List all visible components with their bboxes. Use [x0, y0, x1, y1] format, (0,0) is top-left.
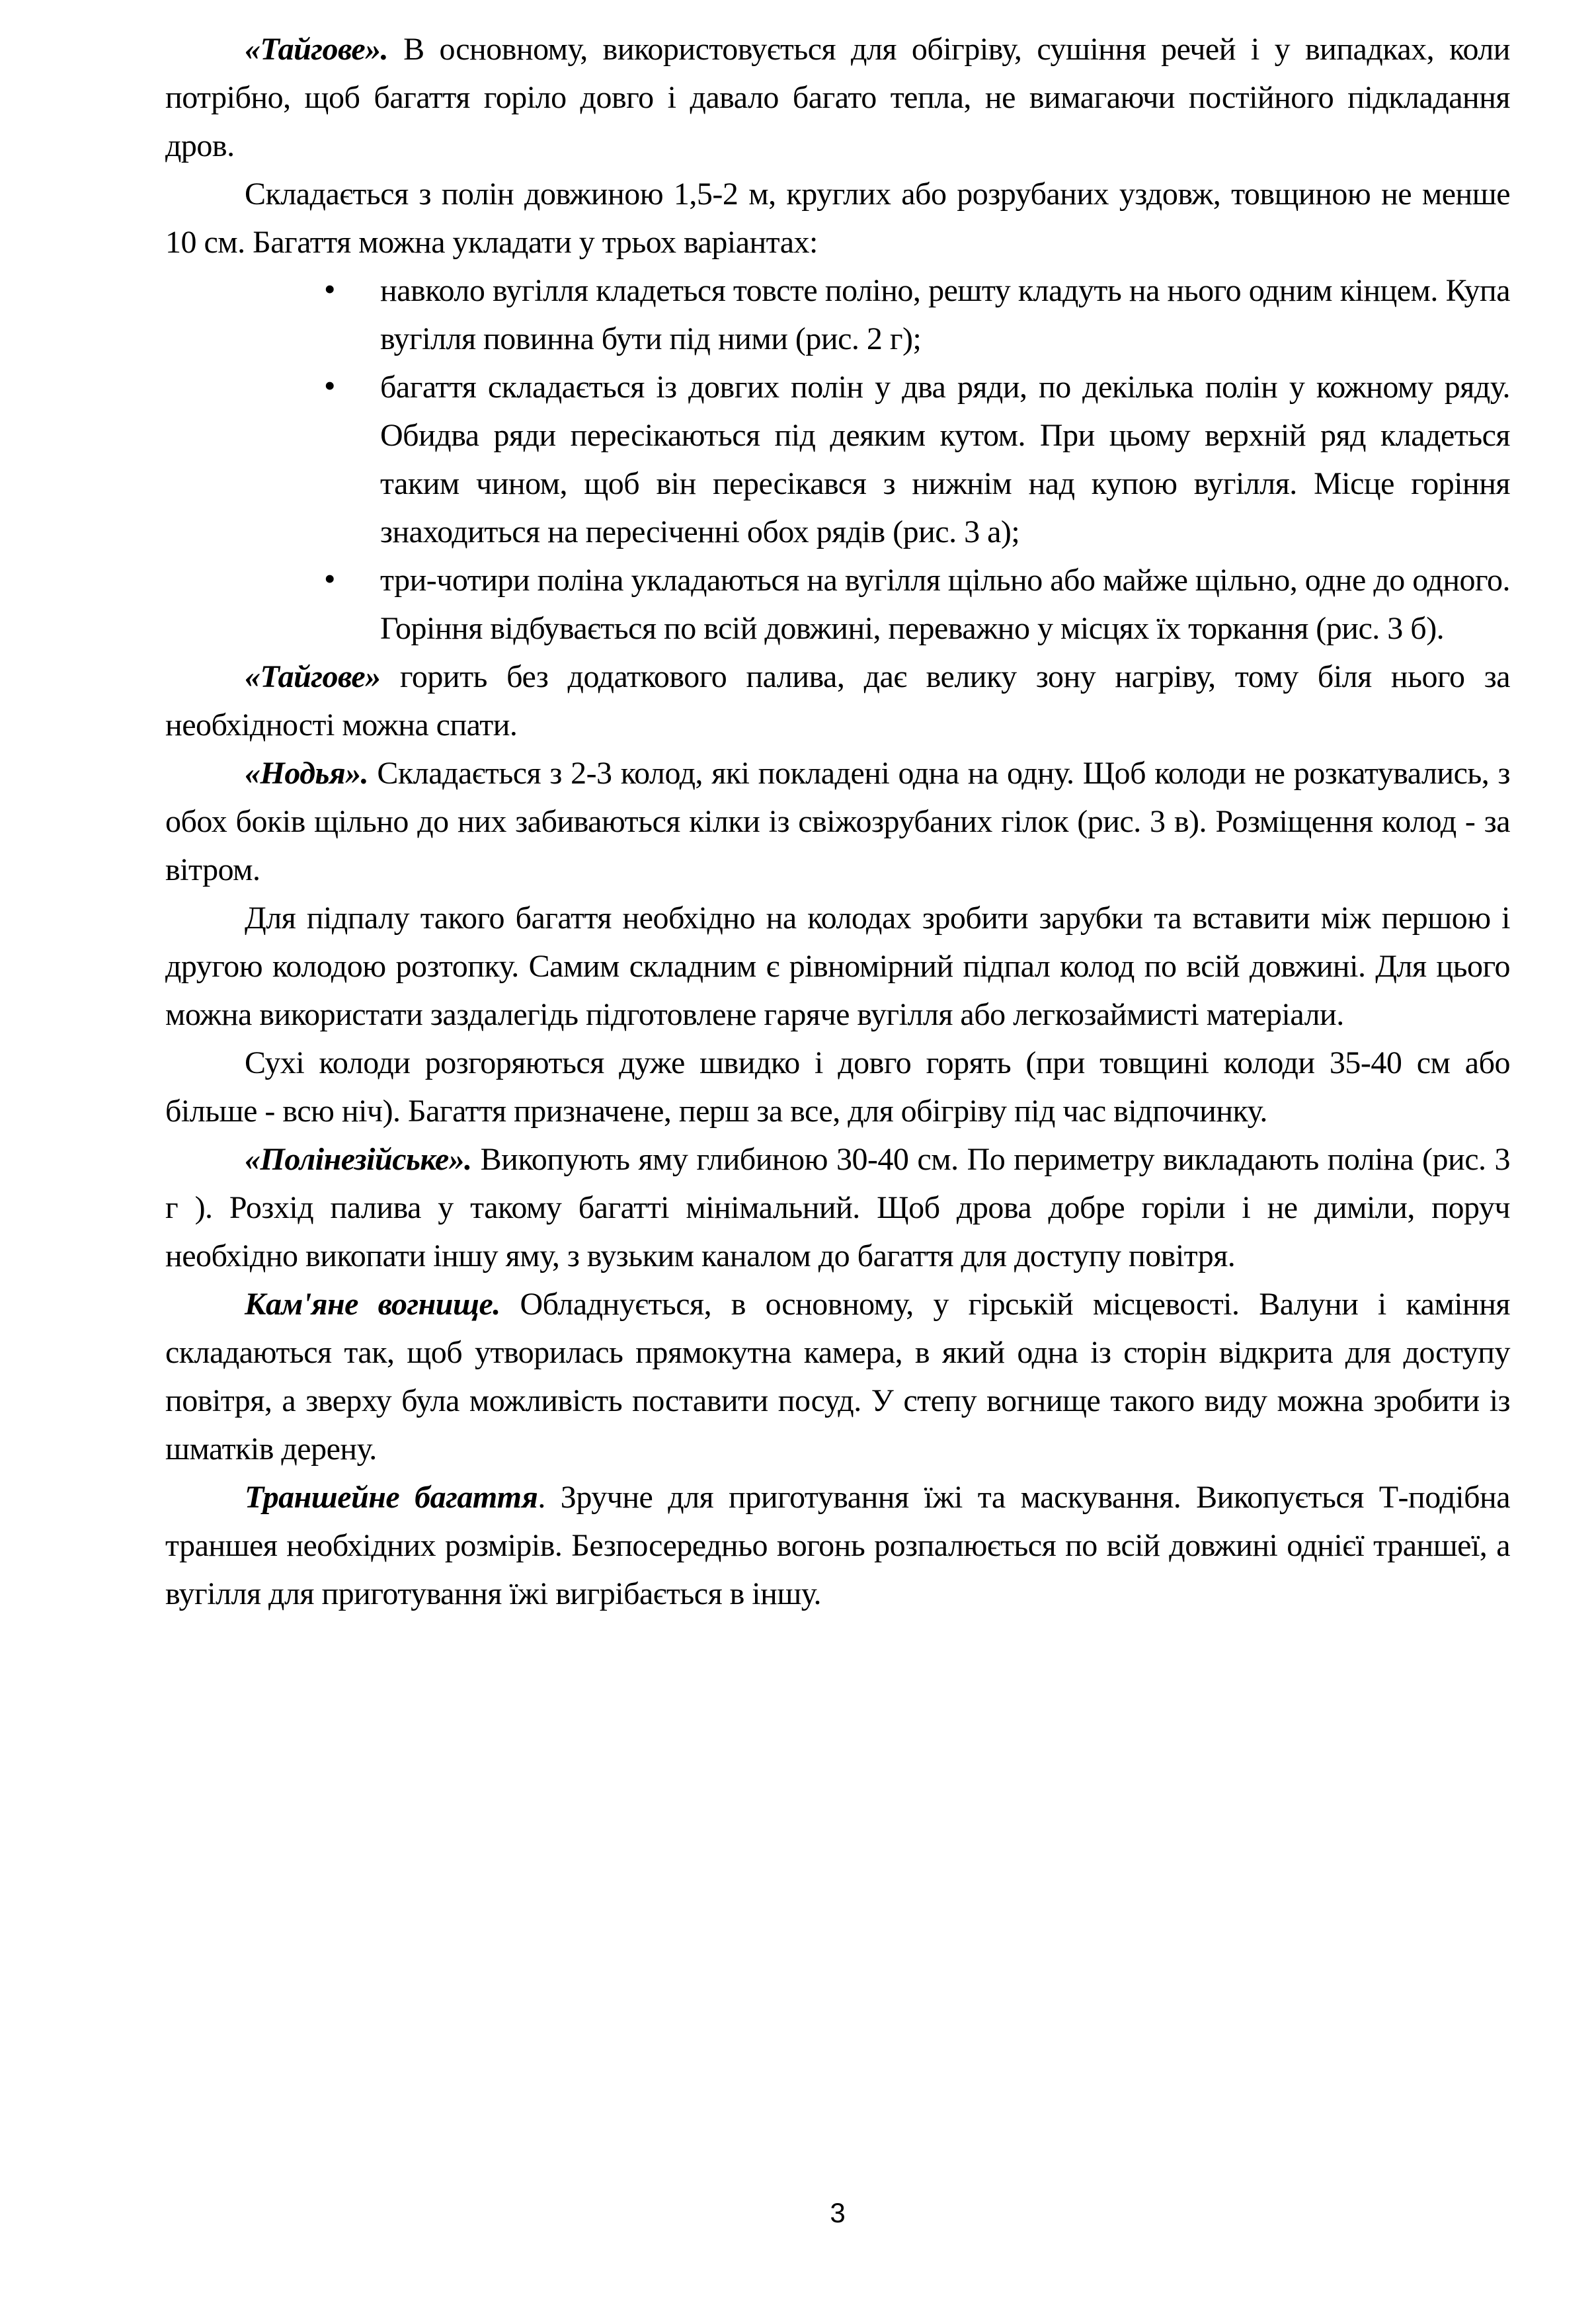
heading-polineziyske: «Полінезійське». — [245, 1142, 472, 1177]
paragraph-text: Складається з 2-3 колод, які покладені одна на одну. Щоб колоди не розкатувались, з обох боків щільно до них забиваються кілки із свіжозрубаних гілок (рис. 3 в). Розміщення колод - за вітром. — [165, 756, 1510, 887]
list-item-text: багаття складається із довгих полін у два ряди, по декілька полін у кожному ряду. Обидва ряди пересікаються під деяким кутом. При цьому верхній ряд кладеться таким чином, щоб він пересікався з нижнім над купою вугілля. Місце горіння знаходиться на пересіченні обох рядів (рис. 3 а); — [380, 370, 1510, 549]
list-item-text: три-чотири поліна укладаються на вугілля щільно або майже щільно, одне до одного. Горіння відбувається по всій довжині, переважно у місцях їх торкання (рис. 3 б). — [380, 563, 1510, 646]
paragraph-nodya — [165, 749, 1510, 894]
list-item — [324, 266, 1510, 363]
list-item — [324, 363, 1510, 556]
bullet-icon: • — [324, 560, 336, 597]
paragraph-kamyane-vohnysche — [165, 1280, 1510, 1473]
paragraph-sukhi-kolody — [165, 1039, 1510, 1135]
heading-taihove-2: «Тайгове» — [245, 659, 381, 694]
heading-nodya: «Нодья». — [245, 756, 369, 791]
variants-bullet-list — [165, 266, 1510, 653]
bullet-icon: • — [324, 270, 336, 307]
paragraph-text: Для підпалу такого багаття необхідно на колодах зробити зарубки та вставити між першою і другою колодою розтопку. Самим складним є рівномірний підпал колод по всій довжині. Для цього можна використати заздалегідь підготовлене гаряче вугілля або легкозаймисті матеріали. — [165, 901, 1510, 1032]
paragraph-skladaetsya — [165, 170, 1510, 266]
heading-taihove: «Тайгове». — [245, 32, 389, 67]
list-item-text: навколо вугілля кладеться товсте поліно, решту кладуть на нього одним кінцем. Купа вугілля повинна бути під ними (рис. 2 г); — [380, 273, 1510, 356]
paragraph-transheyne-bahattya — [165, 1473, 1510, 1618]
paragraph-pidpal — [165, 894, 1510, 1039]
paragraph-text: Сухі колоди розгоряються дуже швидко і довго горять (при товщині колоди 35-40 см або більше - всю ніч). Багаття призначене, перш за все, для обігріву під час відпочинку. — [165, 1045, 1510, 1129]
paragraph-text: Складається з полін довжиною 1,5-2 м, круглих або розрубаних уздовж, товщиною не менше 10 см. Багаття можна укладати у трьох варіантах: — [165, 177, 1510, 260]
paragraph-text: горить без додаткового палива, дає велику зону нагріву, тому біля нього за необхідності можна спати. — [165, 659, 1510, 743]
paragraph-text: Обладнується, в основному, у гірській місцевості. Валуни і каміння складаються так, щоб утворилась прямокутна камера, в який одна із сторін відкрита для доступу повітря, а зверху була можливість поставити посуд. У степу вогнище такого виду можна зробити із шматків дерену. — [165, 1287, 1510, 1467]
paragraph-text: В основному, використовується для обігріву, сушіння речей і у випадках, коли потрібно, щоб багаття горіло довго і давало багато тепла, не вимагаючи постійного підкладання дров. — [165, 32, 1510, 163]
paragraph-text: Викопують яму глибиною 30-40 см. По периметру викладають поліна (рис. 3 г ). Розхід палива у такому багатті мінімальний. Щоб дрова добре горіли і не диміли, поруч необхідно викопати іншу яму, з вузьким каналом до багаття для доступу повітря. — [165, 1142, 1510, 1273]
paragraph-text: . Зручне для приготування їжі та маскування. Викопується Т-подібна траншея необхідних розмірів. Безпосередньо вогонь розпалюється по всій довжині однієї траншеї, а вугілля для приготування їжі вигрібається в іншу. — [165, 1480, 1511, 1611]
heading-transheyne-bahattya: Траншейне багаття — [245, 1480, 538, 1515]
list-item — [324, 556, 1510, 653]
bullet-icon: • — [324, 367, 336, 404]
paragraph-polineziyske — [165, 1135, 1510, 1280]
paragraph-taihove-intro — [165, 25, 1510, 170]
page-number: 3 — [830, 2197, 846, 2228]
heading-kamyane-vohnysche: Кам'яне вогнище. — [245, 1287, 500, 1322]
paragraph-taihove-horyt — [165, 653, 1510, 749]
